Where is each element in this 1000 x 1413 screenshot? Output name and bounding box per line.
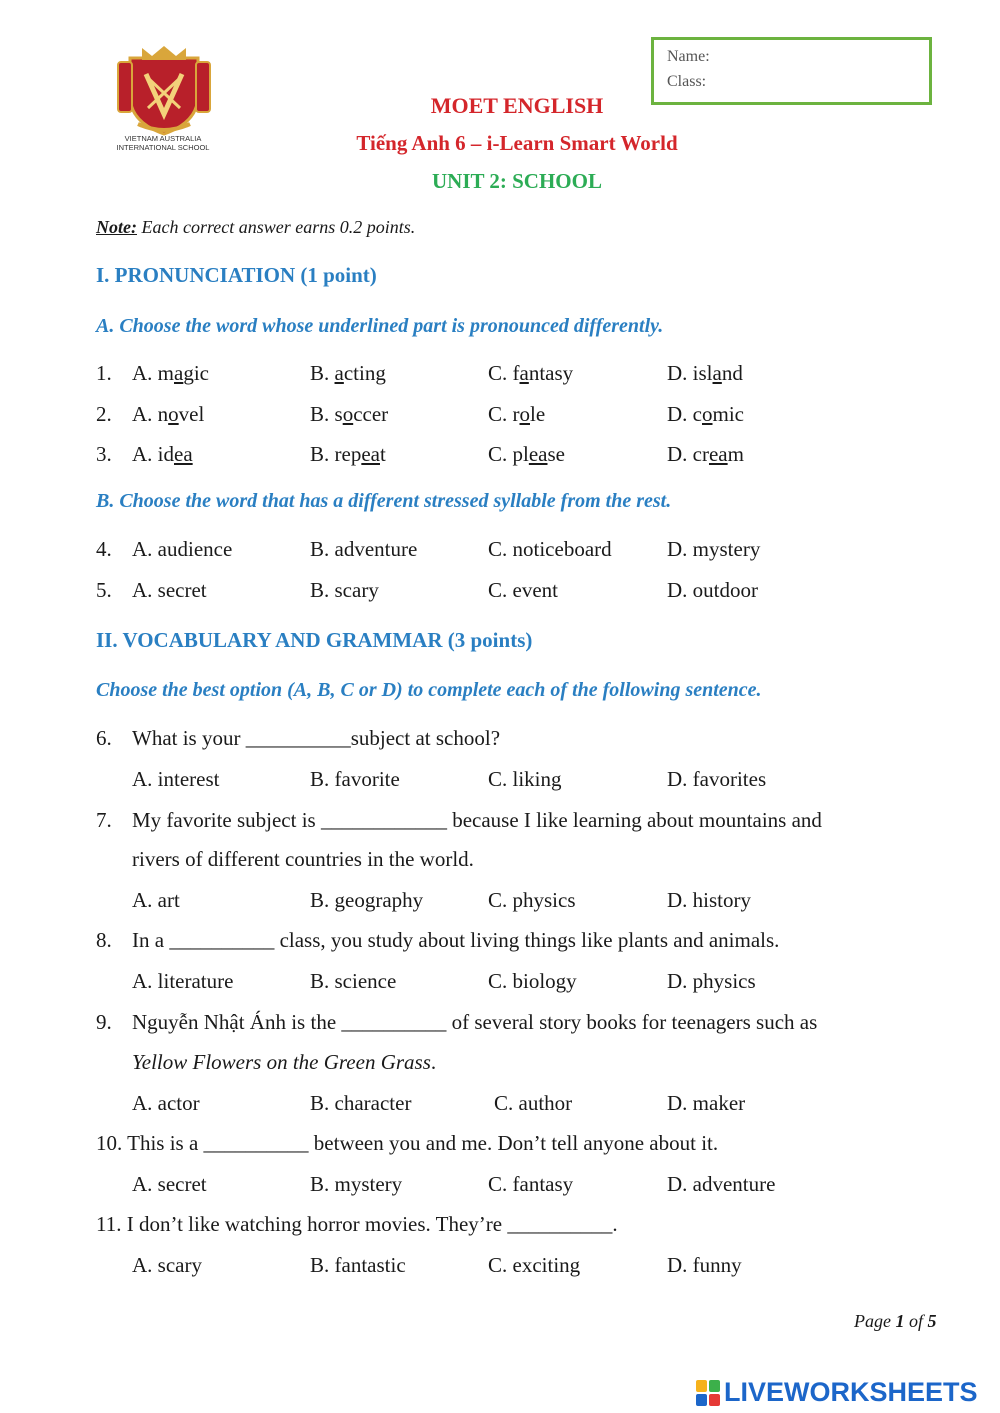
option-a[interactable]: A. interest [132,767,220,791]
option-d[interactable]: D. mystery [667,537,761,561]
question-text: 11. I don’t like watching horror movies. They’re __________. [96,1212,618,1236]
question-number: 4. [96,537,112,561]
option-c[interactable]: C. please [488,442,565,466]
question-9-options [0,1091,1000,1119]
option-c[interactable]: C. liking [488,767,562,791]
question-1 [0,361,1000,389]
option-c[interactable]: C. role [488,402,546,426]
option-d[interactable]: D. funny [667,1253,742,1277]
option-b[interactable]: B. soccer [310,402,389,426]
question-number: 3. [96,442,112,466]
option-a[interactable]: A. literature [132,969,234,993]
question-4 [0,537,1000,565]
question-10-options [0,1172,1000,1200]
option-d[interactable]: D. adventure [667,1172,776,1196]
option-a[interactable]: A. idea [132,442,193,466]
option-a[interactable]: A. scary [132,1253,202,1277]
option-c[interactable]: C. fantasy [488,1172,574,1196]
question-7-stem-cont [0,847,1000,875]
option-d[interactable]: D. history [667,888,751,912]
logo-caption [100,134,226,152]
option-a[interactable]: A. actor [132,1091,200,1115]
question-number: 7. [96,808,112,832]
name-label: Name: [667,48,710,65]
option-c[interactable]: C. author [494,1091,573,1115]
logo-caption-line-1: VIETNAM AUSTRALIA [124,134,202,143]
option-b[interactable]: B. adventure [310,537,418,561]
option-a[interactable]: A. secret [132,578,207,602]
part-b-instruction: B. Choose the word that has a different stressed syllable from the rest. [96,490,672,512]
liveworksheets-wordmark: LIVEWORKSHEETS [724,1377,978,1407]
option-d[interactable]: D. favorites [667,767,767,791]
worksheet-subtitle: Tiếng Anh 6 – i-Learn Smart World [356,131,678,155]
question-text: What is your __________subject at school? [132,726,501,750]
part-a-instruction: A. Choose the word whose underlined part is pronounced differently. [96,315,664,337]
option-d[interactable]: D. maker [667,1091,746,1115]
question-11-stem [0,1212,1000,1240]
option-b[interactable]: B. mystery [310,1172,403,1196]
question-number: 2. [96,402,112,426]
question-text-continued: Yellow Flowers on the Green Grass. [132,1050,437,1074]
option-c[interactable]: C. event [488,578,558,602]
section-vocabulary-title: II. VOCABULARY AND GRAMMAR (3 points) [96,628,533,652]
question-text: My favorite subject is ____________ because I like learning about mountains and [132,808,822,832]
option-d[interactable]: D. island [667,361,743,385]
option-a[interactable]: A. audience [132,537,233,561]
question-text: 10. This is a __________ between you and me. Don’t tell anyone about it. [96,1131,719,1155]
option-b[interactable]: B. geography [310,888,424,912]
option-b[interactable]: B. character [310,1091,412,1115]
section-2-instruction: Choose the best option (A, B, C or D) to complete each of the following sentence. [96,679,762,701]
question-11-options [0,1253,1000,1281]
question-number: 8. [96,928,112,952]
option-c[interactable]: C. fantasy [488,361,574,385]
section-pronunciation-title: I. PRONUNCIATION (1 point) [96,263,377,287]
option-b[interactable]: B. repeat [310,442,386,466]
question-8-options [0,969,1000,997]
option-a[interactable]: A. art [132,888,180,912]
option-d[interactable]: D. cream [667,442,744,466]
question-5 [0,578,1000,606]
option-b[interactable]: B. science [310,969,397,993]
book-title: Yellow Flowers on the Green Grass [132,1050,431,1074]
note-text: Each correct answer earns 0.2 points. [136,217,416,237]
question-number: 5. [96,578,112,602]
question-6-stem [0,726,1000,754]
question-number: 9. [96,1010,112,1034]
school-crest-icon [112,44,216,136]
question-9-stem [0,1010,1000,1038]
question-text-continued: rivers of different countries in the world. [132,847,474,871]
option-a[interactable]: A. novel [132,402,205,426]
question-9-stem-cont [0,1050,1000,1078]
option-c[interactable]: C. physics [488,888,576,912]
option-c[interactable]: C. biology [488,969,577,993]
question-number: 1. [96,361,112,385]
option-a[interactable]: A. secret [132,1172,207,1196]
option-d[interactable]: D. comic [667,402,744,426]
logo-caption-line-2: INTERNATIONAL SCHOOL [116,143,210,152]
option-c[interactable]: C. noticeboard [488,537,612,561]
option-d[interactable]: D. outdoor [667,578,758,602]
option-b[interactable]: B. fantastic [310,1253,406,1277]
worksheet-title: MOET ENGLISH [430,93,604,118]
scoring-note [96,217,415,238]
question-number: 6. [96,726,112,750]
option-a[interactable]: A. magic [132,361,209,385]
unit-title: UNIT 2: SCHOOL [432,169,602,193]
option-b[interactable]: B. acting [310,361,386,385]
question-2 [0,402,1000,430]
liveworksheets-logo-icon [696,1380,720,1406]
question-6-options [0,767,1000,795]
question-8-stem [0,928,1000,956]
class-label: Class: [667,73,707,90]
question-10-stem [0,1131,1000,1159]
question-text: In a __________ class, you study about living things like plants and animals. [132,928,780,952]
question-7-stem [0,808,1000,836]
question-3 [0,442,1000,470]
option-d[interactable]: D. physics [667,969,756,993]
question-7-options [0,888,1000,916]
question-text: Nguyễn Nhật Ánh is the __________ of several story books for teenagers such as [132,1010,818,1034]
option-b[interactable]: B. favorite [310,767,400,791]
page-number: Page 1 of 5 [854,1311,937,1331]
option-b[interactable]: B. scary [310,578,379,602]
note-label: Note: [96,217,137,237]
option-c[interactable]: C. exciting [488,1253,581,1277]
